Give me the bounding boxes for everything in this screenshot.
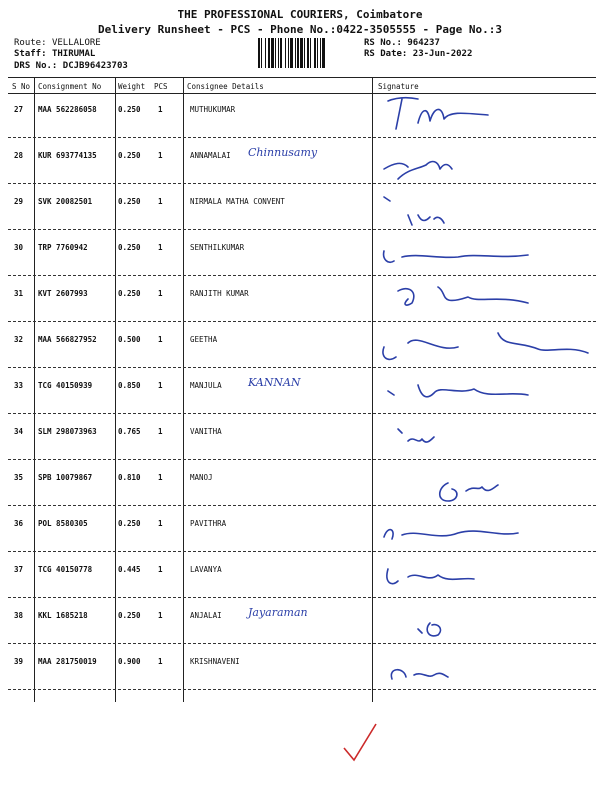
row-signature (378, 553, 593, 597)
rs-no-label: RS No.: (364, 38, 402, 48)
col-divider (372, 78, 373, 702)
row-separator (8, 367, 596, 368)
rs-no-value: 964237 (407, 38, 440, 48)
rs-no-line (364, 38, 440, 48)
row-sno: 35 (14, 473, 24, 482)
row-sno: 33 (14, 381, 24, 390)
row-weight: 0.765 (118, 427, 141, 436)
row-weight: 0.250 (118, 289, 141, 298)
row-consignee: RANJITH KUMAR (190, 289, 249, 298)
route-line (14, 38, 101, 48)
row-separator (8, 275, 596, 276)
row-separator (8, 597, 596, 598)
row-consignment-no: KUR 693774135 (38, 151, 97, 160)
row-consignee: SENTHILKUMAR (190, 243, 245, 252)
row-signature (378, 507, 593, 551)
row-weight: 0.250 (118, 105, 141, 114)
row-signature (378, 599, 593, 643)
row-sno: 38 (14, 611, 24, 620)
row-signature (378, 461, 593, 505)
row-sno: 29 (14, 197, 24, 206)
row-consignment-no: SLM 298073963 (38, 427, 97, 436)
col-header-consignee: Consignee Details (187, 82, 264, 91)
staff-value: THIRUMAL (51, 49, 96, 59)
row-consignment-no: SPB 10079867 (38, 473, 93, 482)
row-handwritten-name: Chinnusamy (248, 146, 318, 159)
row-pcs: 1 (158, 381, 163, 390)
staff-label: Staff: (14, 49, 47, 59)
row-signature (378, 277, 593, 321)
row-consignment-no: TCG 40150778 (38, 565, 93, 574)
drs-label: DRS No.: (14, 61, 58, 71)
row-sno: 31 (14, 289, 24, 298)
row-weight: 0.250 (118, 151, 141, 160)
row-consignee: ANNAMALAI (190, 151, 231, 160)
rs-date-line (364, 49, 472, 59)
row-pcs: 1 (158, 105, 163, 114)
col-divider (115, 78, 116, 702)
row-separator (8, 551, 596, 552)
row-pcs: 1 (158, 197, 163, 206)
row-consignee: PAVITHRA (190, 519, 227, 528)
row-consignment-no: SVK 20082501 (38, 197, 93, 206)
row-consignee: LAVANYA (190, 565, 222, 574)
row-consignee: GEETHA (190, 335, 218, 344)
row-sno: 37 (14, 565, 24, 574)
row-consignee: VANITHA (190, 427, 222, 436)
row-consignment-no: KKL 1685218 (38, 611, 88, 620)
col-header-sno: S No (12, 82, 31, 91)
row-separator (8, 183, 596, 184)
row-signature (378, 231, 593, 275)
staff-line (14, 49, 95, 59)
row-sno: 32 (14, 335, 24, 344)
row-signature (378, 139, 593, 183)
row-weight: 0.900 (118, 657, 141, 666)
col-header-consignment: Consignment No (38, 82, 102, 91)
row-consignment-no: KVT 2607993 (38, 289, 88, 298)
runsheet-subtitle: Delivery Runsheet - PCS - Phone No.:0422-3505555 - Page No.:3 (98, 23, 502, 36)
row-handwritten-name: KANNAN (248, 376, 301, 389)
row-sno: 30 (14, 243, 24, 252)
row-pcs: 1 (158, 289, 163, 298)
row-pcs: 1 (158, 427, 163, 436)
row-consignment-no: POL 8580305 (38, 519, 88, 528)
col-header-weight: Weight (118, 82, 146, 91)
row-consignee: ANJALAI (190, 611, 222, 620)
row-pcs: 1 (158, 243, 163, 252)
row-separator (8, 505, 596, 506)
row-signature (378, 415, 593, 459)
row-sno: 39 (14, 657, 24, 666)
col-header-pcs: PCS (154, 82, 168, 91)
row-separator (8, 321, 596, 322)
row-weight: 0.250 (118, 197, 141, 206)
row-sno: 28 (14, 151, 24, 160)
row-signature (378, 93, 593, 137)
table-top-rule (8, 77, 596, 78)
row-separator (8, 459, 596, 460)
row-weight: 0.250 (118, 611, 141, 620)
row-signature (378, 369, 593, 413)
barcode-image (258, 38, 370, 68)
route-label: Route: (14, 38, 47, 48)
check-mark-icon (340, 720, 380, 764)
row-pcs: 1 (158, 657, 163, 666)
row-weight: 0.445 (118, 565, 141, 574)
row-sno: 36 (14, 519, 24, 528)
col-divider (34, 78, 35, 702)
row-weight: 0.250 (118, 243, 141, 252)
rs-date-label: RS Date: (364, 49, 408, 59)
row-consignment-no: TRP 7760942 (38, 243, 88, 252)
rs-date-value: 23-Jun-2022 (412, 49, 473, 59)
row-pcs: 1 (158, 335, 163, 344)
row-consignment-no: MAA 566827952 (38, 335, 97, 344)
drs-line (14, 61, 128, 71)
row-consignee: MANOJ (190, 473, 213, 482)
row-signature (378, 185, 593, 229)
row-separator (8, 229, 596, 230)
row-weight: 0.850 (118, 381, 141, 390)
row-pcs: 1 (158, 565, 163, 574)
row-consignment-no: TCG 40150939 (38, 381, 93, 390)
row-pcs: 1 (158, 473, 163, 482)
drs-value: DCJB96423703 (62, 61, 128, 71)
row-separator (8, 413, 596, 414)
row-sno: 34 (14, 427, 24, 436)
row-sno: 27 (14, 105, 24, 114)
row-weight: 0.500 (118, 335, 141, 344)
row-separator (8, 643, 596, 644)
row-handwritten-name: Jayaraman (248, 606, 308, 619)
row-weight: 0.810 (118, 473, 141, 482)
row-pcs: 1 (158, 611, 163, 620)
row-consignment-no: MAA 281750019 (38, 657, 97, 666)
page-title: THE PROFESSIONAL COURIERS, Coimbatore (177, 8, 423, 21)
row-consignee: KRISHNAVENI (190, 657, 240, 666)
row-consignee: NIRMALA MATHA CONVENT (190, 197, 285, 206)
row-consignee: MUTHUKUMAR (190, 105, 236, 114)
row-weight: 0.250 (118, 519, 141, 528)
row-consignment-no: MAA 562286058 (38, 105, 97, 114)
row-signature (378, 323, 593, 367)
row-separator (8, 689, 596, 690)
row-pcs: 1 (158, 151, 163, 160)
row-signature (378, 645, 593, 689)
route-value: VELLALORE (51, 38, 101, 48)
col-header-signature: Signature (378, 82, 419, 91)
col-divider (183, 78, 184, 702)
row-consignee: MANJULA (190, 381, 222, 390)
row-pcs: 1 (158, 519, 163, 528)
row-separator (8, 137, 596, 138)
